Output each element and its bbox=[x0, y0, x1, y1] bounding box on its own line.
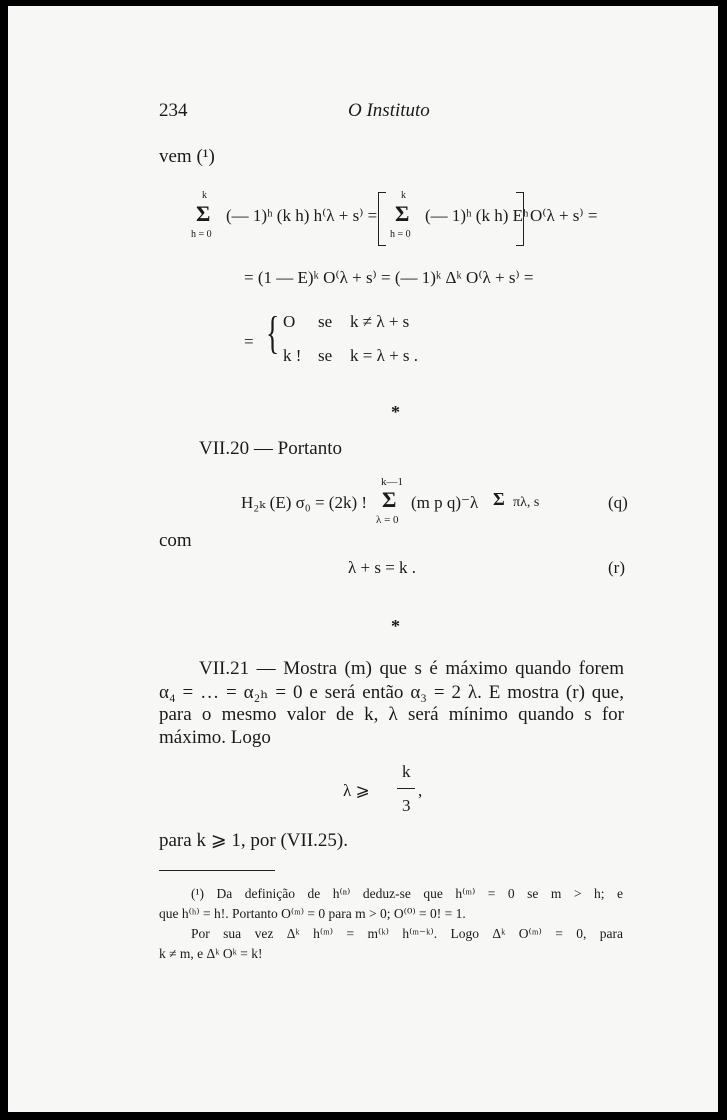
eq-q-inner-sum-symbol: Σ bbox=[493, 489, 505, 509]
ineq-denominator: 3 bbox=[402, 796, 411, 815]
case-1-word: se bbox=[318, 312, 333, 331]
case-2-word: se bbox=[318, 346, 333, 365]
eq-q-sum-symbol: Σ bbox=[382, 487, 397, 512]
with-text: com bbox=[159, 530, 192, 551]
eq-q-sum-upper: k—1 bbox=[381, 476, 403, 488]
left-bracket bbox=[378, 192, 386, 246]
footnote-line-1: (¹) Da definição de h⁽ⁿ⁾ deduz-se que h⁽ᵐ⁾ = 0 se m > h; e bbox=[191, 886, 623, 901]
eq1-bracket-inner: (— 1)ʰ (k h) Eʰ bbox=[425, 206, 529, 225]
eq-q-label: (q) bbox=[608, 493, 628, 512]
page-number: 234 bbox=[159, 100, 188, 121]
inner-sum-upper-limit: k bbox=[401, 190, 406, 201]
section-21-line-3: para o mesmo valor de k, λ será mínimo quando s for bbox=[159, 704, 624, 725]
case-1-condition: k ≠ λ + s bbox=[350, 312, 410, 331]
sum-lower-limit: h = 0 bbox=[191, 229, 212, 240]
footnote-line-2: que h⁽ʰ⁾ = h!. Portanto O⁽ᵐ⁾ = 0 para m > 0; O⁽⁰⁾ = 0! = 1. bbox=[159, 906, 466, 921]
ineq-comma: , bbox=[418, 781, 423, 800]
footnote-rule bbox=[159, 870, 275, 871]
eq-q-right: (m p q)⁻λ bbox=[411, 493, 479, 512]
case-2-value: k ! bbox=[283, 346, 302, 365]
section-star-1: * bbox=[391, 402, 400, 422]
eq1-lhs: (— 1)ʰ (k h) h⁽λ + s⁾ = bbox=[226, 206, 378, 225]
eq1-rhs: O⁽λ + s⁾ = bbox=[530, 206, 598, 225]
section-21-line-2: α₄ = … = α₂ₕ = 0 e será então α₃ = 2 λ. E mostra (r) que, bbox=[159, 682, 624, 703]
eq-r-label: (r) bbox=[608, 558, 625, 577]
inner-sum-symbol: Σ bbox=[395, 201, 410, 226]
cases-equals: = bbox=[244, 332, 254, 351]
section-star-2: * bbox=[391, 616, 400, 636]
case-1-value: O bbox=[283, 312, 296, 331]
fraction-bar bbox=[397, 788, 415, 789]
conclusion-text: para k ⩾ 1, por (VII.25). bbox=[159, 830, 348, 851]
running-title: O Instituto bbox=[348, 100, 430, 121]
cases-brace: { bbox=[266, 307, 280, 358]
page bbox=[8, 6, 718, 1112]
footnote-line-4: k ≠ m, e Δᵏ Oᵏ = k! bbox=[159, 946, 263, 961]
section-20-heading: VII.20 — Portanto bbox=[199, 438, 343, 459]
footnote-line-3: Por sua vez Δᵏ h⁽ᵐ⁾ = m⁽ᵏ⁾ h⁽ᵐ⁻ᵏ⁾. Logo Δᵏ O⁽ᵐ⁾ = 0, para bbox=[191, 926, 623, 941]
eq-q-sum-lower: λ = 0 bbox=[376, 514, 399, 526]
eq-r: λ + s = k . bbox=[348, 558, 417, 577]
ineq-numerator: k bbox=[402, 762, 411, 781]
sum-upper-limit: k bbox=[202, 190, 207, 201]
eq2: = (1 — E)ᵏ O⁽λ + s⁾ = (— 1)ᵏ Δᵏ O⁽λ + s⁾ = bbox=[244, 268, 534, 287]
section-21-line-1: VII.21 — Mostra (m) que s é máximo quando forem bbox=[199, 658, 624, 679]
case-2-condition: k = λ + s . bbox=[350, 346, 419, 365]
eq-q-left: H₂ₖ (E) σ₀ = (2k) ! bbox=[241, 493, 368, 512]
ineq-lhs: λ ⩾ bbox=[343, 781, 370, 800]
right-bracket bbox=[516, 192, 524, 246]
intro-text: vem (¹) bbox=[159, 146, 215, 167]
sum-symbol: Σ bbox=[196, 201, 211, 226]
eq-q-term: πλ, s bbox=[513, 495, 540, 510]
inner-sum-lower-limit: h = 0 bbox=[390, 229, 411, 240]
section-21-line-4: máximo. Logo bbox=[159, 727, 271, 748]
